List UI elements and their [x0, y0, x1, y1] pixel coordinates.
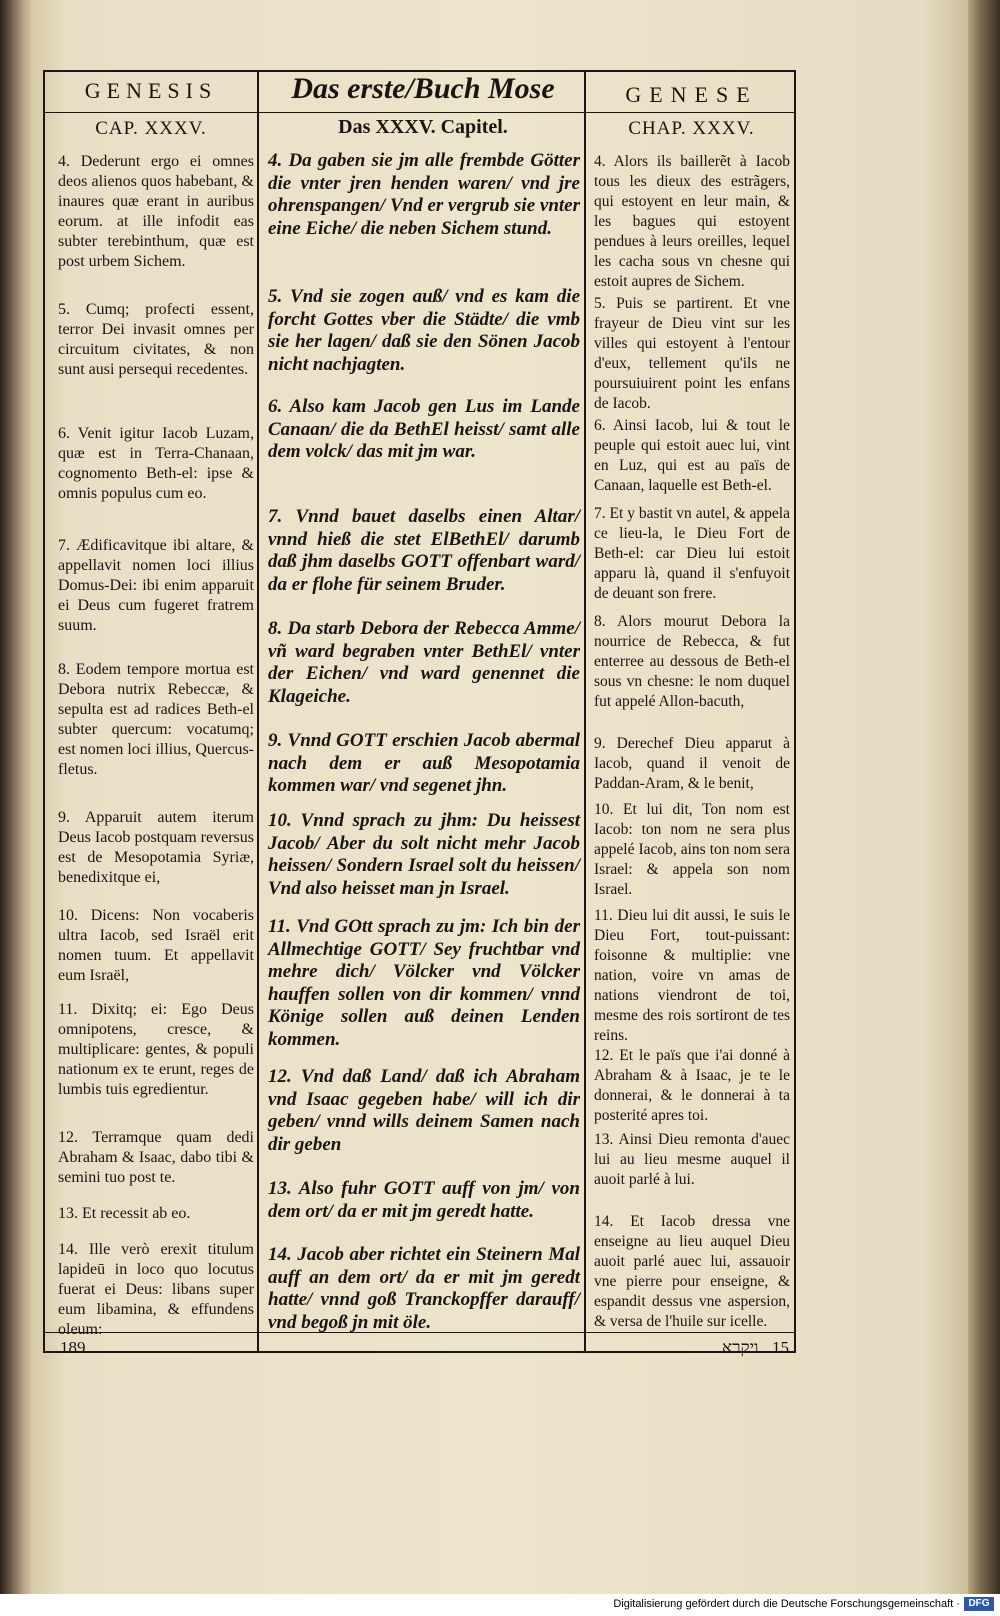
- digitization-note: Digitalisierung gefördert durch die Deutsche Forschungsgemeinschaft ·: [613, 1598, 960, 1610]
- latin-verse-8: 8. Eodem tempore mortua est Debora nutrix Rebeccæ, & sepulta est ad radices Beth-el subter quercum: vocatumq; est nomen loci illius, Quercus-fletus.: [58, 661, 254, 778]
- signature-mark: 15: [772, 1338, 789, 1357]
- french-verse-14: 14. Et Iacob dressa vne enseigne au lieu auquel Dieu auoit parlé auec lui, assauoir vne pierre pour enseigne, & espandit dessus vne aspersion, & versa de l'huile sur icelle.: [594, 1213, 790, 1330]
- german-verse-4: 4. Da gaben sie jm alle frembde Götter die vnter jren henden waren/ vnd jre ohrenspangen/ Vnd er vergrub sie vnter eine Eiche/ die neben Sichem stund.: [268, 150, 580, 239]
- latin-verse-10: 10. Dicens: Non vocaberis ultra Iacob, sed Israël erit nomen tuum. Et appellavit eum Israël,: [58, 907, 254, 984]
- latin-verse-11: 11. Dixitq; ei: Ego Deus omnipotens, cresce, & multiplicare: gentes, & populi nationum ex te erunt, reges de lumbis tuis egredientur.: [58, 1001, 254, 1098]
- french-verse-5: 5. Puis se partirent. Et vne frayeur de Dieu vint sur les villes qui estoyent à l'entour d'eux, tellement qu'ils ne poursuiuirent point les enfans de Iacob.: [594, 295, 790, 412]
- german-verse-10: 10. Vnnd sprach zu jhm: Du heissest Jacob/ Aber du solt nicht mehr Jacob heissen/ Sondern Israel solt du heissen/ Vnd also heisset man jn Israel.: [268, 810, 580, 899]
- latin-verse-14: 14. Ille verò erexit titulum lapideū in loco quo locutus fuerat ei Deus: libans super eum libamina, & effundens oleum:: [58, 1241, 254, 1338]
- dfg-logo: DFG: [964, 1597, 994, 1611]
- column-divider-right: [584, 70, 586, 1353]
- header-latin: GENESIS: [84, 78, 218, 103]
- french-verse-9: 9. Derechef Dieu apparut à Iacob, quand il venoit de Paddan-Aram, & le benit,: [594, 735, 790, 792]
- column-divider-left: [257, 70, 259, 1353]
- german-verse-14: 14. Jacob aber richtet ein Steinern Mal auff an dem ort/ da er mit jm geredt hatte/ vnnd goß Tranckopffer darauff/ vnd begoß jn mit öle.: [268, 1244, 580, 1333]
- german-verse-9: 9. Vnnd GOTT erschien Jacob abermal nach dem er auß Mesopotamia kommen war/ vnd segenet jhn.: [268, 730, 580, 796]
- french-verse-7: 7. Et y bastit vn autel, & appela ce lieu-la, le Dieu Fort de Beth-el: car Dieu lui estoit apparu là, quand il s'enfuyoit de deuant son frere.: [594, 505, 790, 602]
- chapter-french: CHAP. XXXV.: [628, 118, 755, 139]
- chapter-latin: CAP. XXXV.: [95, 118, 207, 139]
- page-edge-right: [968, 0, 1000, 1594]
- german-verse-6: 6. Also kam Jacob gen Lus im Lande Canaan/ die da BethEl heisst/ samt alle dem volck/ das mit jm war.: [268, 396, 580, 462]
- catchword-hebrew: ויקרא: [722, 1338, 759, 1358]
- latin-verse-7: 7. Ædificavitque ibi altare, & appellavit nomen loci illius Domus-Dei: ibi enim apparuit ei Deus cum fugeret fratrem suum.: [58, 537, 254, 634]
- page-number: 189: [60, 1338, 86, 1357]
- french-verse-10: 10. Et lui dit, Ton nom est Iacob: ton nom ne sera plus appelé Iacob, ains ton nom sera Israel: & appela son nom Israel.: [594, 801, 790, 898]
- header-german: Das erste/Buch Mose: [291, 72, 555, 105]
- header-rule: [43, 112, 796, 113]
- german-verse-7: 7. Vnnd bauet daselbs einen Altar/ vnnd hieß die stet ElBethEl/ darumb daß jhm daselbs GOTT offenbart ward/ da er flohe für seinem Bruder.: [268, 506, 580, 595]
- latin-verse-5: 5. Cumq; profecti essent, terror Dei invasit omnes per circuitum civitates, & non sunt ausi persequi recedentes.: [58, 301, 254, 378]
- latin-verse-13: 13. Et recessit ab eo.: [58, 1205, 191, 1222]
- latin-verse-9: 9. Apparuit autem iterum Deus Iacob postquam reversus est de Mesopotamia Syriæ, benedixitque ei,: [58, 809, 254, 886]
- french-verse-4: 4. Alors ils baillerẽt à Iacob tous les dieux des estrãgers, qui estoyent en leur main, & les bagues qui estoyent pendues à leurs oreilles, lequel les cacha sous vn chesne qui estoit aupres de Sichem.: [594, 153, 790, 290]
- french-verse-11: 11. Dieu lui dit aussi, Ie suis le Dieu Fort, tout-puissant: foisonne & multiplie: vne nation, voire vn amas de nations viendront de toi, mesme des rois sortiront de tes reins.: [594, 907, 790, 1044]
- latin-verse-6: 6. Venit igitur Iacob Luzam, quæ est in Terra-Chanaan, cognomento Beth-el: ipse & omnis populus cum eo.: [58, 425, 254, 502]
- french-verse-13: 13. Ainsi Dieu remonta d'auec lui au lieu mesme auquel il auoit parlé à lui.: [594, 1131, 790, 1188]
- header-french: GENESE: [625, 82, 758, 107]
- latin-verse-12: 12. Terramque quam dedi Abraham & Isaac, dabo tibi & semini tuo post te.: [58, 1129, 254, 1186]
- french-verse-12: 12. Et le païs que i'ai donné à Abraham & à Isaac, je te le donnerai, & le donnerai à ta posterité apres toi.: [594, 1047, 790, 1124]
- german-verse-5: 5. Vnd sie zogen auß/ vnd es kam die forcht Gottes vber die Städte/ die vmb sie her lagen/ daß sie den Sönen Jacob nicht nachjagten.: [268, 286, 580, 375]
- german-verse-8: 8. Da starb Debora der Rebecca Amme/ vñ ward begraben vnter BethEl/ vnter der Eichen/ vnd ward genennet die Klageiche.: [268, 618, 580, 707]
- german-verse-13: 13. Also fuhr GOTT auff von jm/ von dem ort/ da er mit jm geredt hatte.: [268, 1178, 580, 1222]
- latin-verse-4: 4. Dederunt ergo ei omnes deos alienos quos habebant, & inaures quæ erant in auribus eorum. at ille infodit eas subter terebinthum, quæ est post urbem Sichem.: [58, 153, 254, 270]
- french-verse-6: 6. Ainsi Iacob, lui & tout le peuple qui estoit auec lui, vint en Luz, qui est au païs de Canaan, laquelle est Beth-el.: [594, 417, 790, 494]
- german-verse-12: 12. Vnd daß Land/ daß ich Abraham vnd Isaac gegeben habe/ will ich dir geben/ vnnd wills deinem Samen nach dir geben: [268, 1066, 580, 1155]
- german-verse-11: 11. Vnd GOtt sprach zu jm: Ich bin der Allmechtige GOTT/ Sey fruchtbar vnd mehre dich/ Völcker vnd Völcker hauffen sollen von dir kommen/ vnnd Könige sollen auß deinen Lenden kommen.: [268, 916, 580, 1050]
- chapter-german: Das XXXV. Capitel.: [338, 116, 508, 138]
- french-verse-8: 8. Alors mourut Debora la nourrice de Rebecca, & fut enterree au dessous de Beth-el sous vn chesne: le nom duquel fut appelé Allon-bacuth,: [594, 613, 790, 710]
